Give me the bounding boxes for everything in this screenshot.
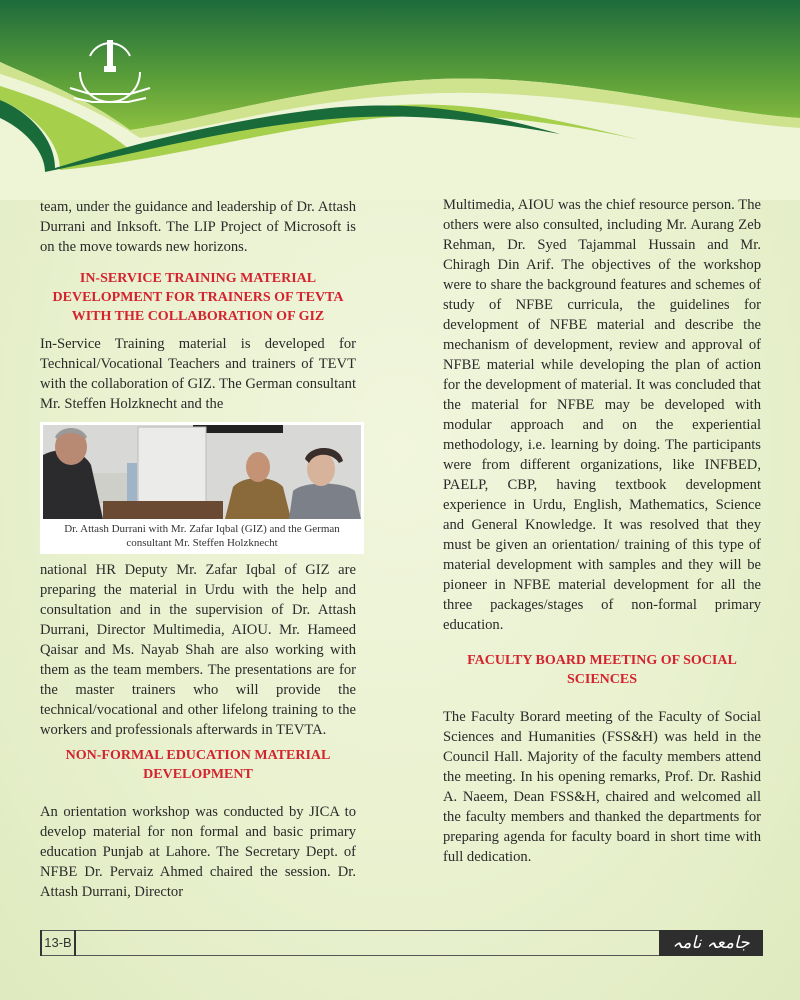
intro-paragraph: team, under the guidance and leadership of Dr. Attash Durrani and Inksoft. The LIP Project of Microsoft is on the move towards new horizons. (40, 199, 356, 255)
section-heading-non-formal-education: NON-FORMAL EDUCATION MATERIAL DEVELOPMENT (65, 748, 331, 782)
page-number: 13-B (40, 930, 76, 956)
photo-caption: Dr. Attash Durrani with Mr. Zafar Iqbal (GIZ) and the German consultant Mr. Steffen Holzknecht (64, 523, 340, 549)
right-column (443, 195, 761, 867)
in-service-paragraph-2: national HR Deputy Mr. Zafar Iqbal of GIZ are preparing the material in Urdu with the help and consultation and in the supervision of Dr. Attash Durrani, Director Multimedia, AIOU. Mr. Hameed Qaisar and Ms. Nayab Shah are also working with them as the team members. The presentations are for the master trainers who will provide the technical/vocational and other lifelong training to the workers and professionals afterwards in TEVTA. (40, 562, 356, 738)
left-column (40, 197, 356, 902)
non-formal-paragraph: An orientation workshop was conducted by JICA to develop material for non formal and basic primary education Punjab at Lahore. The Secretary Dept. of NFBE Dr. Pervaiz Ahmed chaired the session. Dr. Attash Durrani, Director (40, 804, 356, 900)
masthead-title: جامعہ نامہ (659, 930, 763, 956)
meeting-photo (43, 425, 361, 519)
university-logo-icon (60, 36, 160, 116)
faculty-board-paragraph: The Faculty Borard meeting of the Faculty of Social Sciences and Humanities (FSS&H) was held in the Council Hall. Majority of the faculty members attend the meeting. In his opening remarks, Prof. Dr. Rashid A. Naeem, Dean FSS&H, chaired and welcomed all the faculty members and thanked the departments for preparing agenda for faculty board in short time with full dedication. (443, 709, 761, 865)
non-formal-continued-paragraph: Multimedia, AIOU was the chief resource person. The others were also consulted, including Mr. Aurang Zeb Rehman, Dr. Syed Tajammal Hussain and Mr. Chiragh Din Arif. The objectives of the workshop were to share the background features and schemes of study of NFBE curricula, the guidelines for development of NFBE material and describe the mechanism of development, review and approval of NFBE material while developing the plan of action for the development of material. It was concluded that the material for NFBE may be developed with modular approach and on the experiential methodology, i.e. learning by doing. The participants were from different organizations, like INFBED, PAELP, CBP, having textbook development experience in Urdu, English, Mathematics, Science and General Knowledge. It was resolved that they must be given an orientation/ training of this type of material development with samples and they will be pioneer in NFBE material development for all the three packages/stages of non-formal primary education. (443, 197, 761, 633)
section-heading-faculty-board-meeting: FACULTY BOARD MEETING OF SOCIAL SCIENCES (467, 653, 737, 687)
photo-figure (40, 422, 364, 554)
page-footer (40, 930, 760, 958)
section-heading-in-service-training: IN-SERVICE TRAINING MATERIAL DEVELOPMENT FOR TRAINERS OF TEVTA WITH THE COLLABORATION OF GIZ (52, 271, 344, 324)
footer-rule (40, 930, 760, 956)
in-service-paragraph-1: In-Service Training material is developed for Technical/Vocational Teachers and trainers of TEVT with the collaboration of GIZ. The German consultant Mr. Steffen Holzknecht and the (40, 336, 356, 412)
